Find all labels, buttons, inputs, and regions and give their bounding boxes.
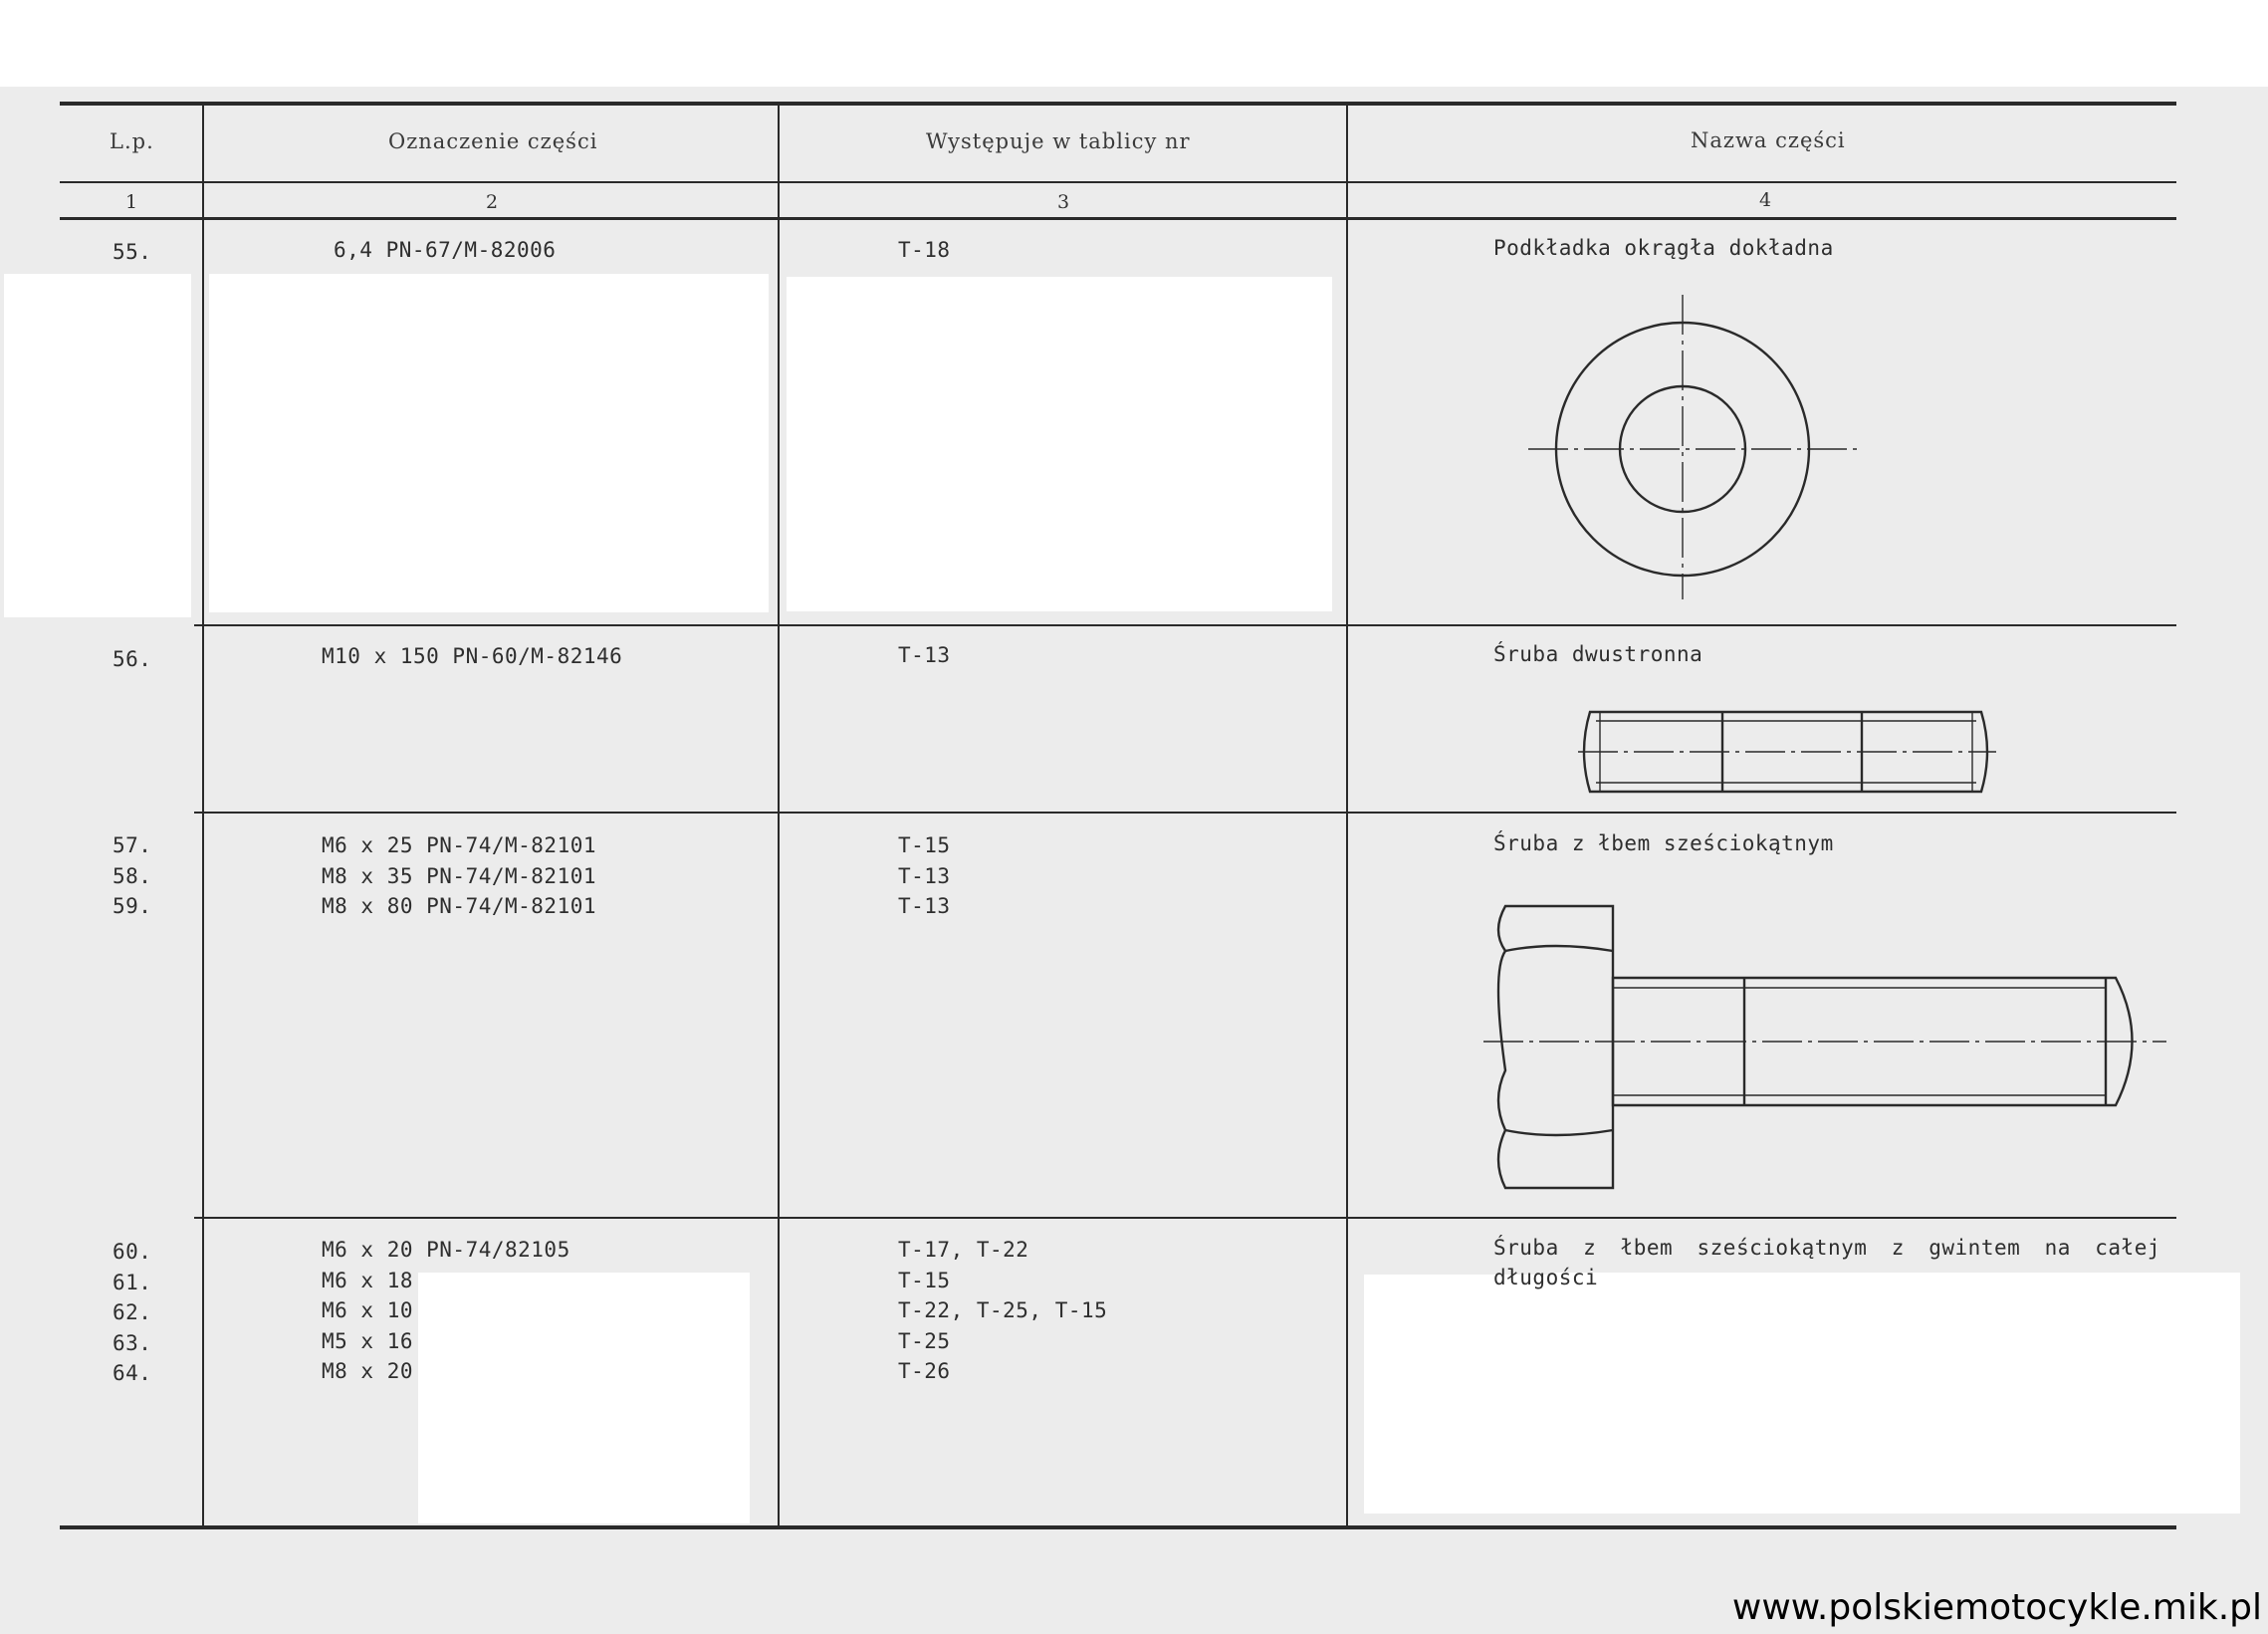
lp-cell [113,830,151,922]
table-reference: T-15 [898,1268,951,1292]
part-designation: M8 x 20 [322,1359,414,1383]
part-designation: 6,4 PN-67/M-82006 [334,238,557,262]
table-reference: T-17, T-22 [898,1238,1029,1262]
oznaczenie-cell [322,1235,570,1387]
row-divider [194,624,2176,626]
column-number: 4 [1759,189,1772,211]
table-reference: T-18 [898,238,951,262]
header-bottom-rule [60,181,2176,183]
part-designation: M6 x 18 [322,1268,414,1292]
row-divider [194,812,2176,814]
part-name: Podkładka okrągła dokładna [1493,236,1834,260]
lp-cell [113,1237,151,1389]
column-number: 2 [486,191,499,213]
part-designation: M10 x 150 PN-60/M-82146 [322,644,623,668]
row-divider [194,1217,2176,1219]
column-separator [778,106,780,1525]
part-name: Śruba z łbem sześciokątnym [1493,831,1834,855]
table-reference: T-13 [898,643,951,667]
table-reference: T-26 [898,1359,951,1383]
oznaczenie-cell [334,235,556,266]
table-reference: T-25 [898,1328,951,1353]
oznaczenie-cell [322,641,622,672]
table-reference: T-13 [898,894,951,918]
table-reference: T-15 [898,833,951,857]
column-separator [202,106,204,1525]
part-designation: M8 x 35 PN-74/M-82101 [322,863,597,888]
part-name: Śruba z łbem sześciokątnym z gwintem na całej długości [1493,1236,2160,1289]
lp-cell [113,644,151,675]
header-oznaczenie: Oznaczenie części [388,129,598,153]
part-designation: M8 x 80 PN-74/M-82101 [322,894,597,918]
tablice-cell [898,1235,1107,1387]
lp-value: 57. [113,833,152,857]
part-name: Śruba dwustronna [1493,642,1703,666]
tablice-cell [898,830,951,922]
lp-value: 56. [113,647,152,671]
lp-value: 62. [113,1300,152,1324]
column-number: 3 [1057,191,1070,213]
lp-value: 59. [113,894,152,918]
table-reference: T-22, T-25, T-15 [898,1298,1108,1322]
part-designation: M6 x 25 PN-74/M-82101 [322,833,597,857]
lp-value: 63. [113,1330,152,1355]
footer-url: www.polskiemotocykle.mik.pl [1731,1587,2262,1628]
column-number: 1 [125,191,138,213]
table-top-rule [60,102,2176,106]
lp-value: 61. [113,1270,152,1294]
lp-value: 58. [113,863,152,888]
stud-bolt-drawing [1578,707,1996,797]
hex-bolt-drawing [1483,901,2170,1190]
lp-value: 55. [113,240,152,264]
tablice-cell [898,640,951,671]
washer-drawing [1528,295,1867,603]
lp-value: 64. [113,1361,152,1385]
lp-cell [113,237,151,268]
table-bottom-rule [60,1525,2176,1529]
blank-patch [787,277,1332,611]
part-designation: M6 x 10 [322,1298,414,1322]
blank-patch [4,274,191,617]
column-number-rule [60,217,2176,220]
lp-value: 60. [113,1240,152,1264]
header-nazwa: Nazwa części [1691,128,1846,152]
part-designation: M6 x 20 PN-74/82105 [322,1238,570,1262]
blank-patch [1364,1275,2240,1514]
part-designation: M5 x 16 [322,1328,414,1353]
column-separator [1346,106,1348,1525]
oznaczenie-cell [322,830,596,922]
blank-patch [209,274,769,612]
header-lp: L.p. [110,129,154,153]
tablice-cell [898,235,951,266]
header-wystepuje: Występuje w tablicy nr [926,129,1191,153]
table-reference: T-13 [898,863,951,888]
